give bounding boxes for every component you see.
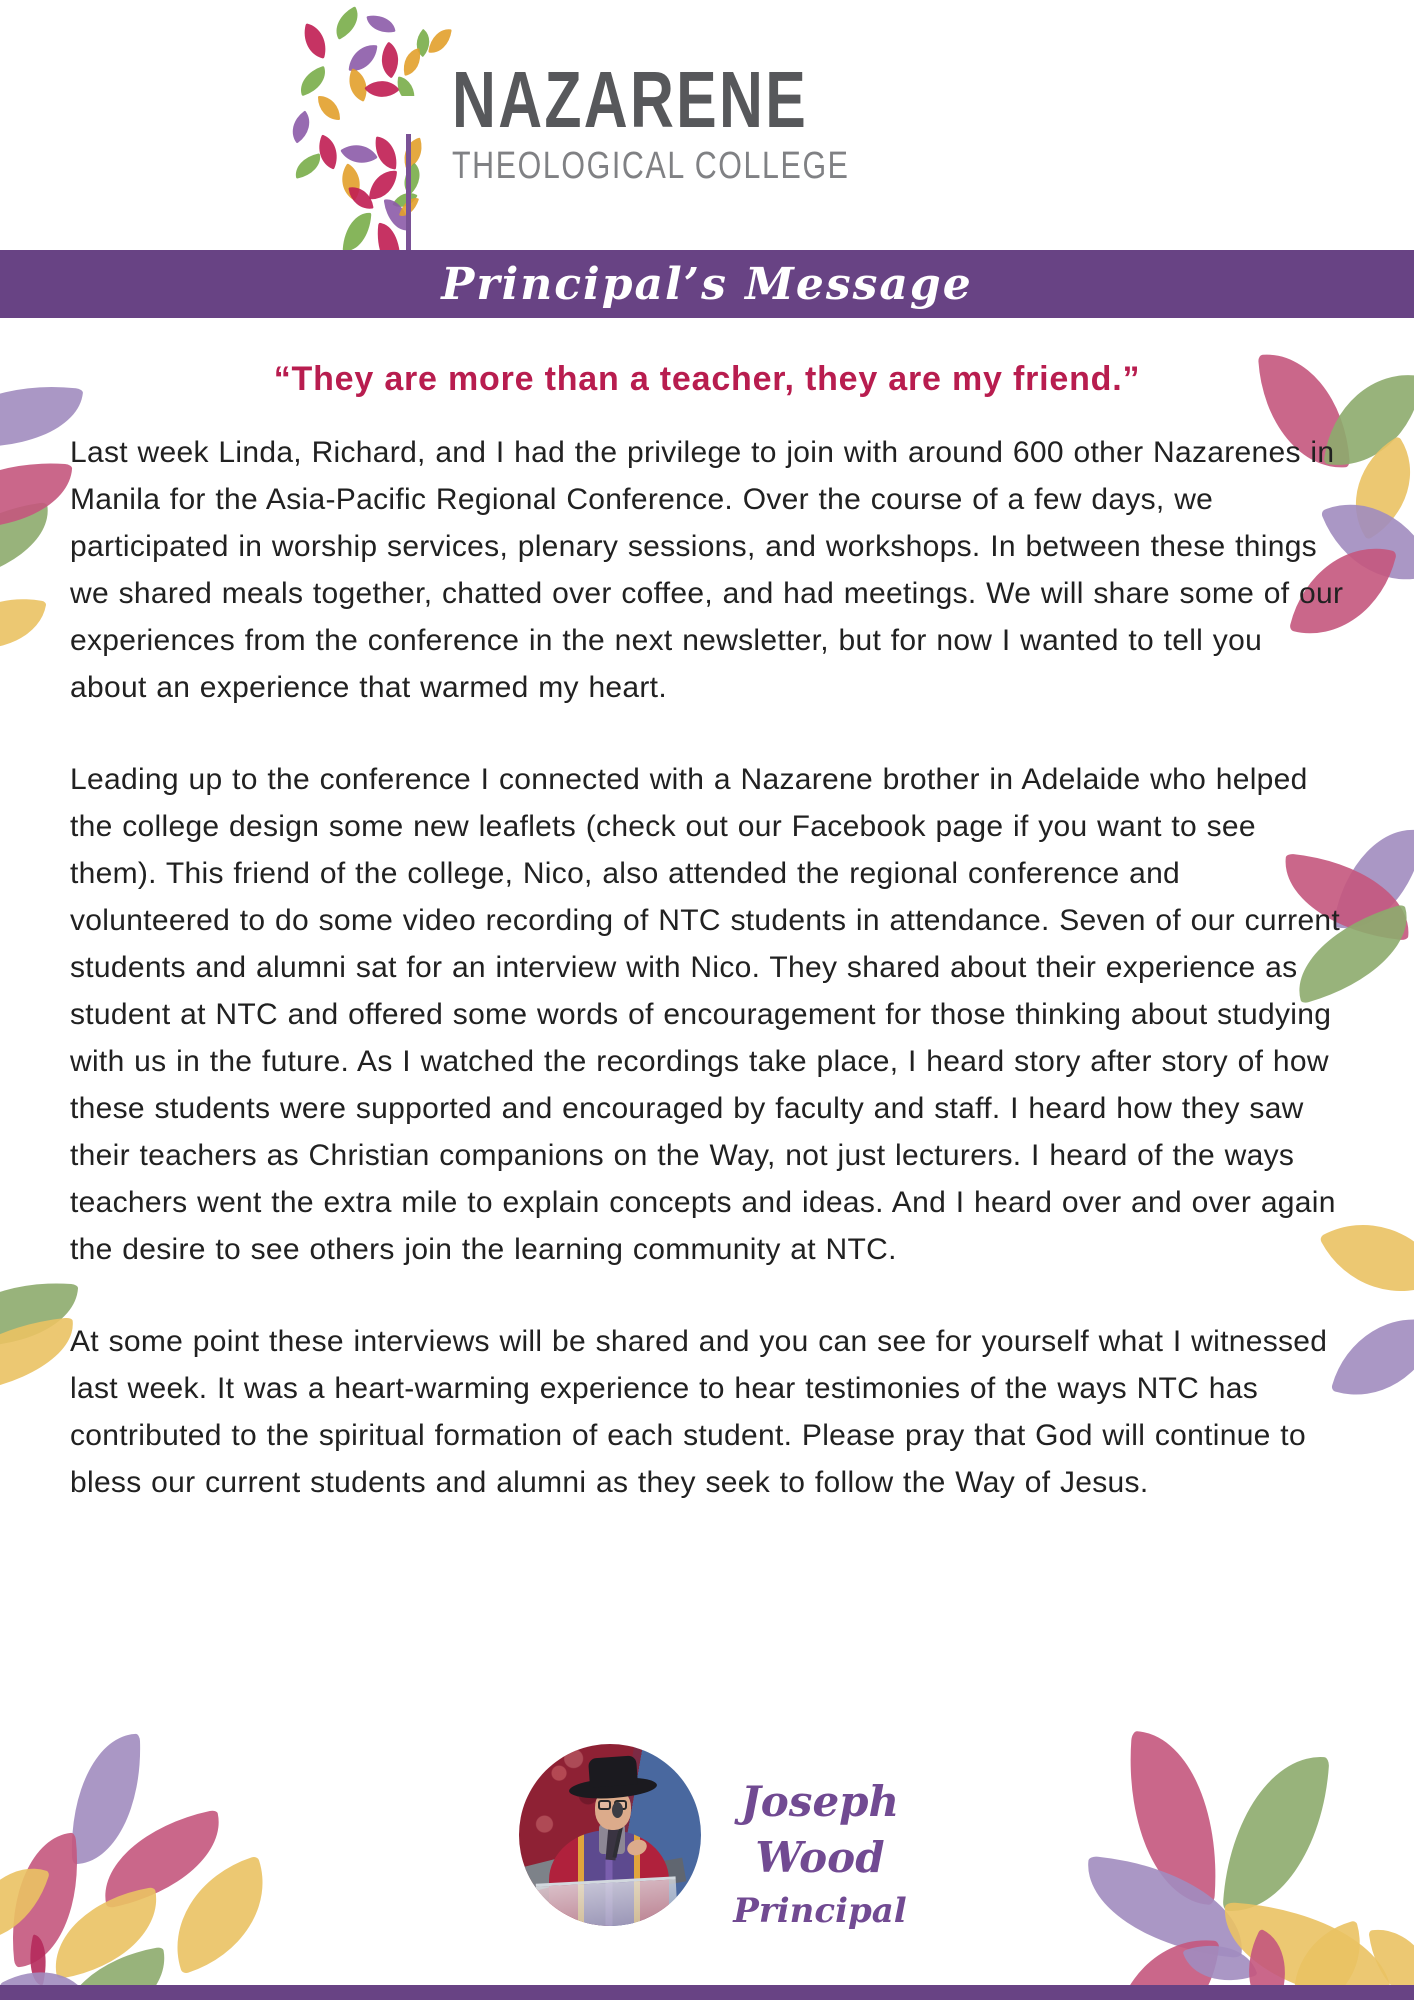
message-paragraph-3: At some point these interviews will be shared and you can see for yourself what I witnessed last week. It was a heart-warming experience to hear testimonies of the ways NTC has contributed to the spiritual formation of each student. Please pray that God will continue to bless our current students and alumni as they seek to follow the Way of Jesus.: [70, 1325, 1328, 1499]
signature-name: Joseph Wood: [740, 1777, 900, 1882]
logo: [452, 55, 949, 187]
logo-subtitle: THEOLOGICAL COLLEGE: [452, 145, 850, 187]
signature-block: [690, 1774, 950, 1936]
pull-quote: “They are more than a teacher, they are my friend.”: [273, 360, 1141, 398]
logo-title: NAZARENE: [452, 55, 809, 144]
principal-photo: [519, 1744, 701, 1926]
logo-cross-stem: [406, 134, 411, 252]
banner-title: Principal’s Message: [441, 258, 973, 310]
footer-bar: [0, 1985, 1414, 2000]
message-paragraph-1: Last week Linda, Richard, and I had the privilege to join with around 600 other Nazarenes in Manila for the Asia-Pacific Regional Conference. Over the course of a few days, we participated in worship services, plenary sessions, and workshops. In between these things we shared meals together, chatted over coffee, and had meetings. We will share some of our experiences from the conference in the next newsletter, but for now I wanted to tell you about an experience that warmed my heart.: [70, 436, 1344, 704]
closing-section: [0, 1738, 1414, 1948]
signature-role: Principal: [733, 1891, 907, 1931]
principal-message-article: [0, 318, 1414, 1506]
section-banner: [0, 250, 1414, 318]
message-paragraph-2: Leading up to the conference I connected with a Nazarene brother in Adelaide who helped the college design some new leaflets (check out our Facebook page if you want to see them). This friend of the college, Nico, also attended the regional conference and volunteered to do some video recording of NTC students in attendance. Seven of our current students and alumni sat for an interview with Nico. They shared about their experience as student at NTC and offered some words of encouragement for those thinking about studying with us in the future. As I watched the recordings take place, I heard story after story of how these students were supported and encouraged by faculty and staff. I heard how they saw their teachers as Christian companions on the Way, not just lecturers. I heard of the ways teachers went the extra mile to explain concepts and ideas. And I heard over and over again the desire to see others join the learning community at NTC.: [70, 763, 1341, 1266]
header: [0, 0, 1414, 250]
logo-cross-icon: [392, 96, 442, 135]
